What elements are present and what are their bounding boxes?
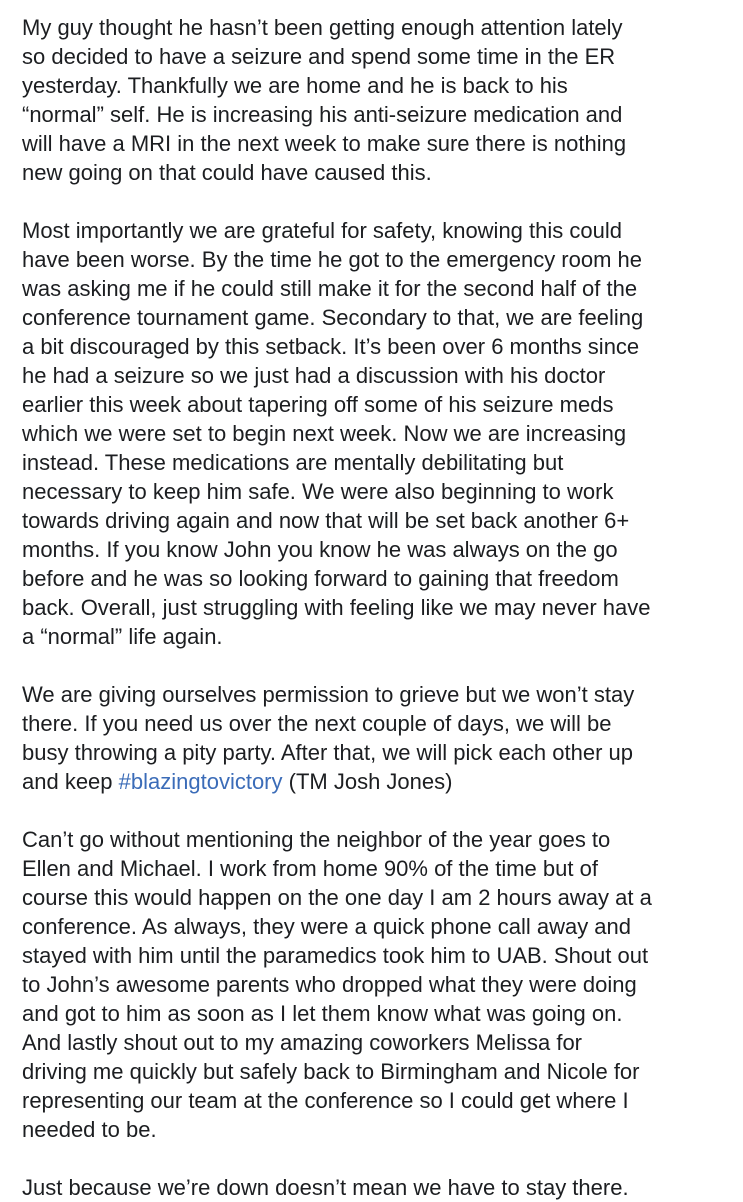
text-line: “normal” self. He is increasing his anti-seizure medication and xyxy=(22,102,623,127)
text-line: have been worse. By the time he got to the emergency room he xyxy=(22,247,643,272)
text-line-prefix: and keep xyxy=(22,769,119,794)
text-line: Can’t go without mentioning the neighbor of the year goes to xyxy=(22,827,611,852)
text-line: representing our team at the conference so I could get where I xyxy=(22,1088,629,1113)
text-line: Just because we’re down doesn’t mean we have to stay there. xyxy=(22,1175,629,1200)
text-line: will have a MRI in the next week to make sure there is nothing xyxy=(22,131,627,156)
text-line: a bit discouraged by this setback. It’s been over 6 months since xyxy=(22,334,640,359)
text-line: so decided to have a seizure and spend some time in the ER xyxy=(22,44,616,69)
text-line: and got to him as soon as I let them know what was going on. xyxy=(22,1001,623,1026)
text-line: needed to be. xyxy=(22,1117,157,1142)
post-paragraph-4 xyxy=(22,825,721,1144)
text-line: yesterday. Thankfully we are home and he is back to his xyxy=(22,73,568,98)
text-line: Ellen and Michael. I work from home 90% of the time but of xyxy=(22,856,598,881)
text-line: was asking me if he could still make it for the second half of the xyxy=(22,276,638,301)
text-line: before and he was so looking forward to gaining that freedom xyxy=(22,566,619,591)
text-line: conference. As always, they were a quick phone call away and xyxy=(22,914,632,939)
text-line: he had a seizure so we just had a discussion with his doctor xyxy=(22,363,606,388)
text-line: instead. These medications are mentally debilitating but xyxy=(22,450,564,475)
text-line: conference tournament game. Secondary to that, we are feeling xyxy=(22,305,644,330)
text-line: busy throwing a pity party. After that, we will pick each other up xyxy=(22,740,634,765)
text-line xyxy=(22,767,721,796)
post-paragraph-1 xyxy=(22,13,721,187)
text-line: a “normal” life again. xyxy=(22,624,223,649)
text-line: My guy thought he hasn’t been getting enough attention lately xyxy=(22,15,623,40)
post-paragraph-2 xyxy=(22,216,721,651)
text-line: course this would happen on the one day I am 2 hours away at a xyxy=(22,885,652,910)
text-line: to John’s awesome parents who dropped what they were doing xyxy=(22,972,637,997)
text-line: back. Overall, just struggling with feeling like we may never have xyxy=(22,595,651,620)
text-line: there. If you need us over the next couple of days, we will be xyxy=(22,711,612,736)
text-line: necessary to keep him safe. We were also beginning to work xyxy=(22,479,614,504)
text-line: We are giving ourselves permission to grieve but we won’t stay xyxy=(22,682,635,707)
text-line: Most importantly we are grateful for safety, knowing this could xyxy=(22,218,622,243)
post-paragraph-3 xyxy=(22,680,721,796)
text-line: months. If you know John you know he was always on the go xyxy=(22,537,618,562)
text-line-suffix: (TM Josh Jones) xyxy=(282,769,453,794)
text-line: earlier this week about tapering off some of his seizure meds xyxy=(22,392,614,417)
text-line: driving me quickly but safely back to Birmingham and Nicole for xyxy=(22,1059,640,1084)
text-line: towards driving again and now that will be set back another 6+ xyxy=(22,508,630,533)
text-line: which we were set to begin next week. Now we are increasing xyxy=(22,421,627,446)
hashtag-link[interactable]: #blazingtovictory xyxy=(118,769,283,794)
post-paragraph-5 xyxy=(22,1173,721,1202)
text-line: new going on that could have caused this. xyxy=(22,160,432,185)
text-line: stayed with him until the paramedics took him to UAB. Shout out xyxy=(22,943,649,968)
text-line: And lastly shout out to my amazing coworkers Melissa for xyxy=(22,1030,583,1055)
